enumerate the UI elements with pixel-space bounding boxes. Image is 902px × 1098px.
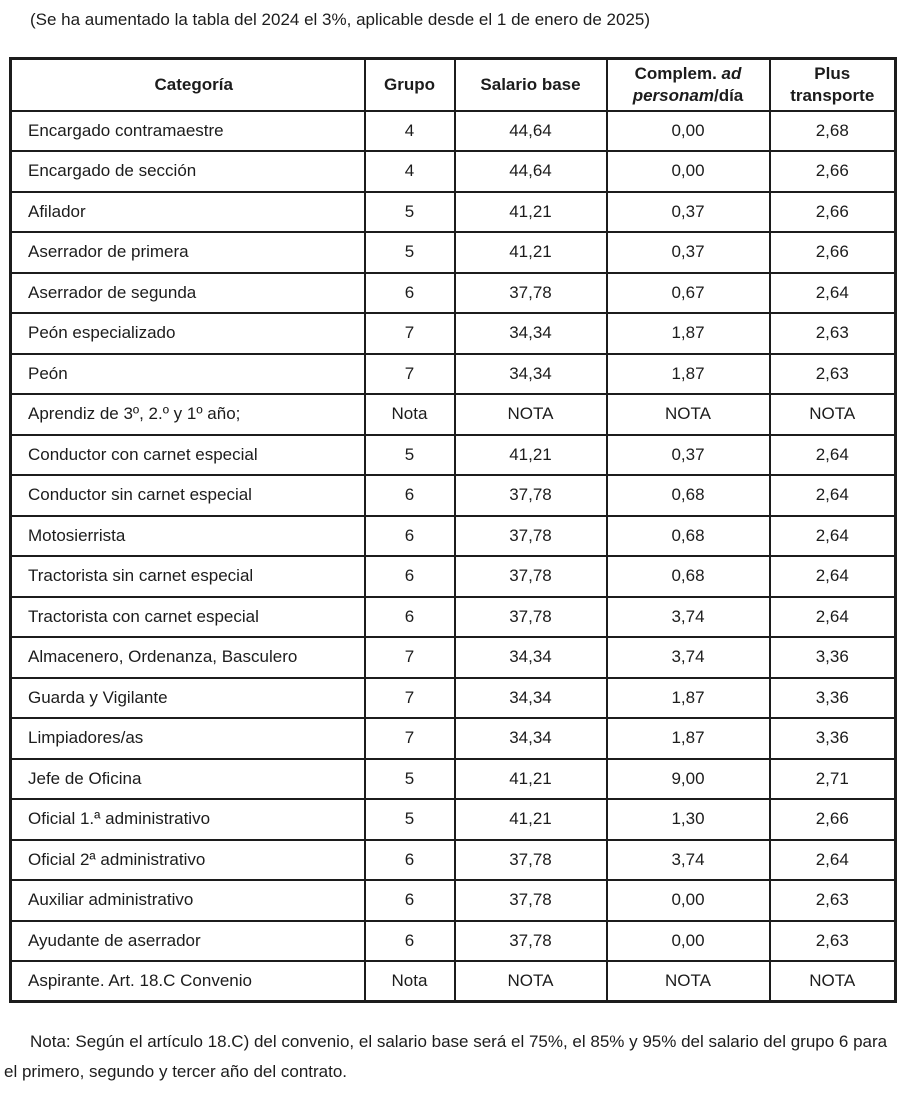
cell-complemento: NOTA [607,394,770,435]
cell-salario-base: 41,21 [455,192,607,233]
header-complemento-prefix: Complem. [634,63,722,83]
cell-grupo: 5 [365,232,455,273]
cell-plus-transporte: 2,63 [770,354,896,395]
cell-salario-base: 41,21 [455,759,607,800]
cell-grupo: 7 [365,718,455,759]
cell-grupo: 6 [365,597,455,638]
cell-grupo: 5 [365,759,455,800]
table-row [11,718,896,759]
table-row [11,313,896,354]
cell-plus-transporte: 2,66 [770,799,896,840]
cell-complemento: 3,74 [607,840,770,881]
cell-grupo: 4 [365,151,455,192]
cell-complemento: 1,87 [607,313,770,354]
cell-categoria: Aserrador de primera [11,232,365,273]
table-row [11,516,896,557]
cell-complemento: 3,74 [607,637,770,678]
cell-salario-base: 37,78 [455,516,607,557]
cell-categoria: Auxiliar administrativo [11,880,365,921]
cell-salario-base: 34,34 [455,678,607,719]
salary-table [9,57,897,1003]
cell-grupo: 5 [365,192,455,233]
note-text: Nota: Según el artículo 18.C) del convenio, el salario base será el 75%, el 85% y 95% del salario del grupo 6 para el primero, segundo y tercer año del contrato. [4,1032,888,1081]
cell-complemento: 1,30 [607,799,770,840]
cell-categoria: Conductor con carnet especial [11,435,365,476]
cell-salario-base: 41,21 [455,232,607,273]
cell-categoria: Motosierrista [11,516,365,557]
header-salario-base: Salario base [455,59,607,111]
table-row [11,678,896,719]
cell-categoria: Guarda y Vigilante [11,678,365,719]
cell-salario-base: 37,78 [455,921,607,962]
cell-plus-transporte: 3,36 [770,678,896,719]
cell-plus-transporte: 2,64 [770,840,896,881]
cell-grupo: 5 [365,435,455,476]
cell-plus-transporte: 2,71 [770,759,896,800]
header-complemento [607,59,770,111]
cell-categoria: Aspirante. Art. 18.C Convenio [11,961,365,1002]
cell-complemento: NOTA [607,961,770,1002]
table-row [11,597,896,638]
cell-complemento: 1,87 [607,354,770,395]
header-complemento-italic: ad personam [632,63,742,105]
cell-grupo: 5 [365,799,455,840]
cell-grupo: Nota [365,961,455,1002]
cell-salario-base: NOTA [455,394,607,435]
cell-salario-base: 34,34 [455,637,607,678]
cell-categoria: Tractorista sin carnet especial [11,556,365,597]
cell-salario-base: 34,34 [455,354,607,395]
cell-salario-base: 37,78 [455,475,607,516]
cell-complemento: 9,00 [607,759,770,800]
cell-grupo: 7 [365,354,455,395]
cell-plus-transporte: 2,63 [770,880,896,921]
cell-categoria: Ayudante de aserrador [11,921,365,962]
cell-salario-base: 34,34 [455,313,607,354]
table-row [11,394,896,435]
intro-text: (Se ha aumentado la tabla del 2024 el 3%, aplicable desde el 1 de enero de 2025) [30,10,651,29]
cell-grupo: 7 [365,637,455,678]
cell-grupo: 6 [365,475,455,516]
cell-salario-base: 37,78 [455,597,607,638]
table-body [11,111,896,1002]
cell-salario-base: NOTA [455,961,607,1002]
cell-grupo: 6 [365,516,455,557]
cell-complemento: 1,87 [607,718,770,759]
cell-categoria: Aprendiz de 3º, 2.º y 1º año; [11,394,365,435]
table-row [11,354,896,395]
cell-plus-transporte: 2,64 [770,556,896,597]
cell-complemento: 0,67 [607,273,770,314]
cell-plus-transporte: 2,64 [770,435,896,476]
cell-salario-base: 41,21 [455,799,607,840]
cell-complemento: 1,87 [607,678,770,719]
table-row [11,637,896,678]
cell-salario-base: 37,78 [455,880,607,921]
cell-complemento: 0,00 [607,921,770,962]
cell-complemento: 0,37 [607,192,770,233]
table-row [11,111,896,152]
table-row [11,799,896,840]
cell-complemento: 0,68 [607,475,770,516]
cell-salario-base: 37,78 [455,556,607,597]
table-row [11,880,896,921]
header-categoria: Categoría [11,59,365,111]
cell-categoria: Peón [11,354,365,395]
cell-complemento: 0,37 [607,435,770,476]
cell-grupo: Nota [365,394,455,435]
cell-categoria: Tractorista con carnet especial [11,597,365,638]
table-row [11,192,896,233]
table-row [11,556,896,597]
cell-categoria: Oficial 2ª administrativo [11,840,365,881]
cell-grupo: 6 [365,556,455,597]
cell-plus-transporte: 2,64 [770,516,896,557]
cell-grupo: 6 [365,840,455,881]
cell-categoria: Peón especializado [11,313,365,354]
cell-grupo: 6 [365,273,455,314]
table-row [11,961,896,1002]
cell-salario-base: 37,78 [455,840,607,881]
table-row [11,759,896,800]
cell-categoria: Oficial 1.ª administrativo [11,799,365,840]
cell-salario-base: 44,64 [455,151,607,192]
cell-grupo: 4 [365,111,455,152]
table-row [11,151,896,192]
cell-salario-base: 34,34 [455,718,607,759]
cell-salario-base: 37,78 [455,273,607,314]
cell-plus-transporte: 2,66 [770,192,896,233]
cell-categoria: Jefe de Oficina [11,759,365,800]
cell-plus-transporte: 2,66 [770,151,896,192]
cell-complemento: 3,74 [607,597,770,638]
cell-plus-transporte: 2,64 [770,475,896,516]
cell-plus-transporte: 2,63 [770,921,896,962]
cell-categoria: Limpiadores/as [11,718,365,759]
cell-plus-transporte: 2,64 [770,273,896,314]
cell-complemento: 0,00 [607,880,770,921]
table-row [11,475,896,516]
cell-complemento: 0,00 [607,151,770,192]
table-row [11,840,896,881]
cell-categoria: Conductor sin carnet especial [11,475,365,516]
cell-categoria: Aserrador de segunda [11,273,365,314]
cell-complemento: 0,68 [607,556,770,597]
cell-grupo: 7 [365,678,455,719]
cell-grupo: 7 [365,313,455,354]
cell-complemento: 0,00 [607,111,770,152]
cell-grupo: 6 [365,921,455,962]
cell-grupo: 6 [365,880,455,921]
table-row [11,435,896,476]
cell-categoria: Encargado de sección [11,151,365,192]
header-complemento-suffix: /día [713,85,744,105]
table-row [11,273,896,314]
cell-plus-transporte: NOTA [770,394,896,435]
header-plus-transporte: Plus transporte [770,59,896,111]
cell-categoria: Almacenero, Ordenanza, Basculero [11,637,365,678]
cell-categoria: Afilador [11,192,365,233]
cell-plus-transporte: 2,64 [770,597,896,638]
table-row [11,232,896,273]
cell-categoria: Encargado contramaestre [11,111,365,152]
cell-complemento: 0,68 [607,516,770,557]
cell-salario-base: 41,21 [455,435,607,476]
cell-plus-transporte: 2,63 [770,313,896,354]
cell-plus-transporte: 2,66 [770,232,896,273]
cell-complemento: 0,37 [607,232,770,273]
cell-plus-transporte: 2,68 [770,111,896,152]
cell-plus-transporte: 3,36 [770,637,896,678]
table-row [11,921,896,962]
table-header [11,59,896,111]
header-grupo: Grupo [365,59,455,111]
cell-salario-base: 44,64 [455,111,607,152]
header-row [11,59,896,111]
cell-plus-transporte: 3,36 [770,718,896,759]
cell-plus-transporte: NOTA [770,961,896,1002]
